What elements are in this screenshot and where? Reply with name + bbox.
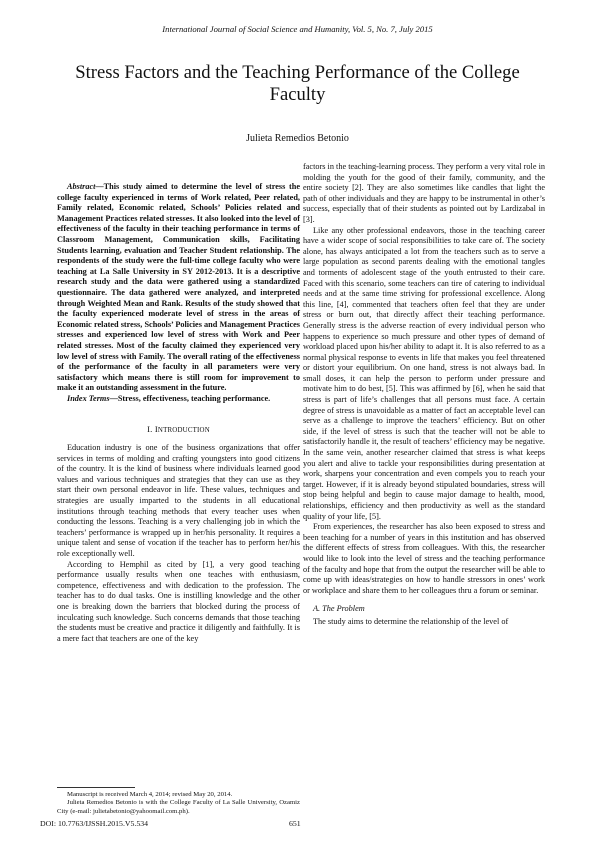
problem-paragraph: The study aims to determine the relationship of the level of [313,616,509,626]
section-heading-initial: I [154,424,158,435]
intro-paragraph-4: From experiences, the researcher has also been exposed to stress and been teaching for a number of years in this institution and has observed the different effects of stress from colleagues. With this, the researcher would like to look into the level of stress and the teaching performance of the faculty and hope that from the output the researcher will be able to come up with ideas/strategies on how to handle stressors in ones’ work or workplace and share them to her colleagues thru a forum or seminar. [303,522,545,595]
abstract-text: —This study aimed to determine the level of stress the college faculty experienced in terms of Work related, Peer related, Family related, Economic related, Schools’ Policies related and Management Practices related stresses. It also looked into the level of effectiveness of the faculty in their teaching performance in terms of Classroom Management, Communication skills, Facilitating Students learning, evaluation and Teacher Student relationship. The respondents of the study were the full-time college faculty who were teaching at La Salle University in SY 2012-2013. It is a descriptive research study and the data were gathered using a standardized questionnaire. The data gathered were analyzed, and interpreted through Weighted Mean and Rank. Results of the study showed that the faculty experienced moderate level of stress in the areas of Economic related stress, Schools’ Policies and Management Practices stresses and experienced low level of stress with Work and Peer related stresses. Most of the faculty claimed they experienced very low level of stress with Family. The overall rating of the effectiveness of the performance of the faculty in all parameters were very satisfactory which means there is still room for improvement to make it an outstanding assessment in the future. [57,182,300,393]
index-terms-lead: Index Terms [67,393,110,403]
footer-doi: DOI: 10.7763/IJSSH.2015.V5.534 [40,819,149,828]
paper-author: Julieta Remedios Betonio [246,133,349,144]
footnote-affiliation: Julieta Remedios Betonio is with the College Faculty of La Salle University, Ozamiz City (e-mail: julietabetonio@yahoomail.com.ph). [57,799,300,815]
footnote-received: Manuscript is received March 4, 2014; revised May 20, 2014. [67,791,233,798]
footnote-rule [57,787,135,788]
right-column [303,162,545,628]
footnotes [57,791,300,816]
abstract-lead: Abstract [67,182,96,191]
page-number: 651 [289,819,301,828]
paper-title: Stress Factors and the Teaching Performance of the College Faculty [75,62,520,105]
journal-header: International Journal of Social Science and Humanity, Vol. 5, No. 7, July 2015 [162,24,433,34]
section-heading-introduction [57,424,300,437]
section-numeral: I. [147,424,155,435]
abstract [57,182,300,394]
intro-paragraph-2: According to Hemphil as cited by [1], a very good teaching performance usually results when one teaches with enthusiasm, competence, effectiveness and with dedication to the profession. The teacher has to do dual tasks. One is instilling knowledge and the other one is breaking down the barriers that blocked during the process of inculcating such knowledge. Such concerns demands that those teaching the students must be creative and practice it diligently and faithfully. It is a mere fact that teachers are one of the key [57,559,300,643]
intro-paragraph-3: Like any other professional endeavors, those in the teaching career have a wider scope of social responsibilities to take care of. The society alone, has always anticipated a lot from the teachers such as to serve a large population as second parents dealing with the emotional tangles and torments of adolescent stage of the youth entrusted to their care. Faced with this scenario, some teachers can tire of catering to individual needs and at the same time striving for professional excellence. Along this line, [4], commented that teachers often feel that they are under stress or burn out, that directly affect their teaching performance. Generally stress is the adverse reaction of every individual person who happens to experience so much pressure and other types of demand of workload placed upon his/her ability to adapt it. It is also referred to as a normal physical response to events in life that makes you feel threatened or distort your equilibrium. On one hand, stress is not always bad. In small doses, it can help the person to perform under pressure and motivate him to do best, [5]. This was affirmed by [6], when he said that stress is part of life’s challenges that all persons must face. A certain degree of stress is unavoidable as a matter of fact an acceptable level can serve as a challenge to improve the teachers’ efficiency. But on other side, if the level of stress is such that the teacher will not be able to satisfactorily handle it, the result of teachers’ efficiency may be negative. In the same vein, another researcher claimed that stress is what keeps you alert and alive to tackle your responsibilities during presentation at work, sharpens your concentration and even compels you to reach your target. However, if it is already beyond stipulated boundaries, stress will stop being helpful and begin to cause major damage to health, mood, relationships, efficiency and then productivity as well as the standard quality of your life, [5]. [303,225,545,521]
intro-paragraph-1: Education industry is one of the business organizations that offer services in terms of molding and crafting youngsters into good citizens of the country. It is the kind of business where individuals learned good values and various techniques and strategies that they can use as they start their own personal endeavor in life. These values, techniques and strategies are usually imparted to the students in all educational institutions through teaching methods that every teacher uses when conducting the lessons. Teaching is a very challenging job in which the teachers’ performance is wrapped up in her/his personality. It requires a unique talent and sense of vocation if the teacher has to perform her/his role exceptionally well. [57,443,300,558]
section-heading-rest: NTRODUCTION [157,427,210,435]
left-column [57,182,300,644]
index-terms-text: —Stress, effectiveness, teaching performance. [109,393,271,403]
intro-paragraph-2-continued: factors in the teaching-learning process. They perform a very vital role in molding the youth for the good of their family, community, and the entire society [2]. They are also sometimes like candles that light the path of other individuals and they are happy to be instrumental in other’s success, especially that of their students as pointed out by Lardizabal in [3]. [303,162,545,224]
index-terms [57,394,300,405]
subsection-heading-problem: A. The Problem [313,604,365,614]
